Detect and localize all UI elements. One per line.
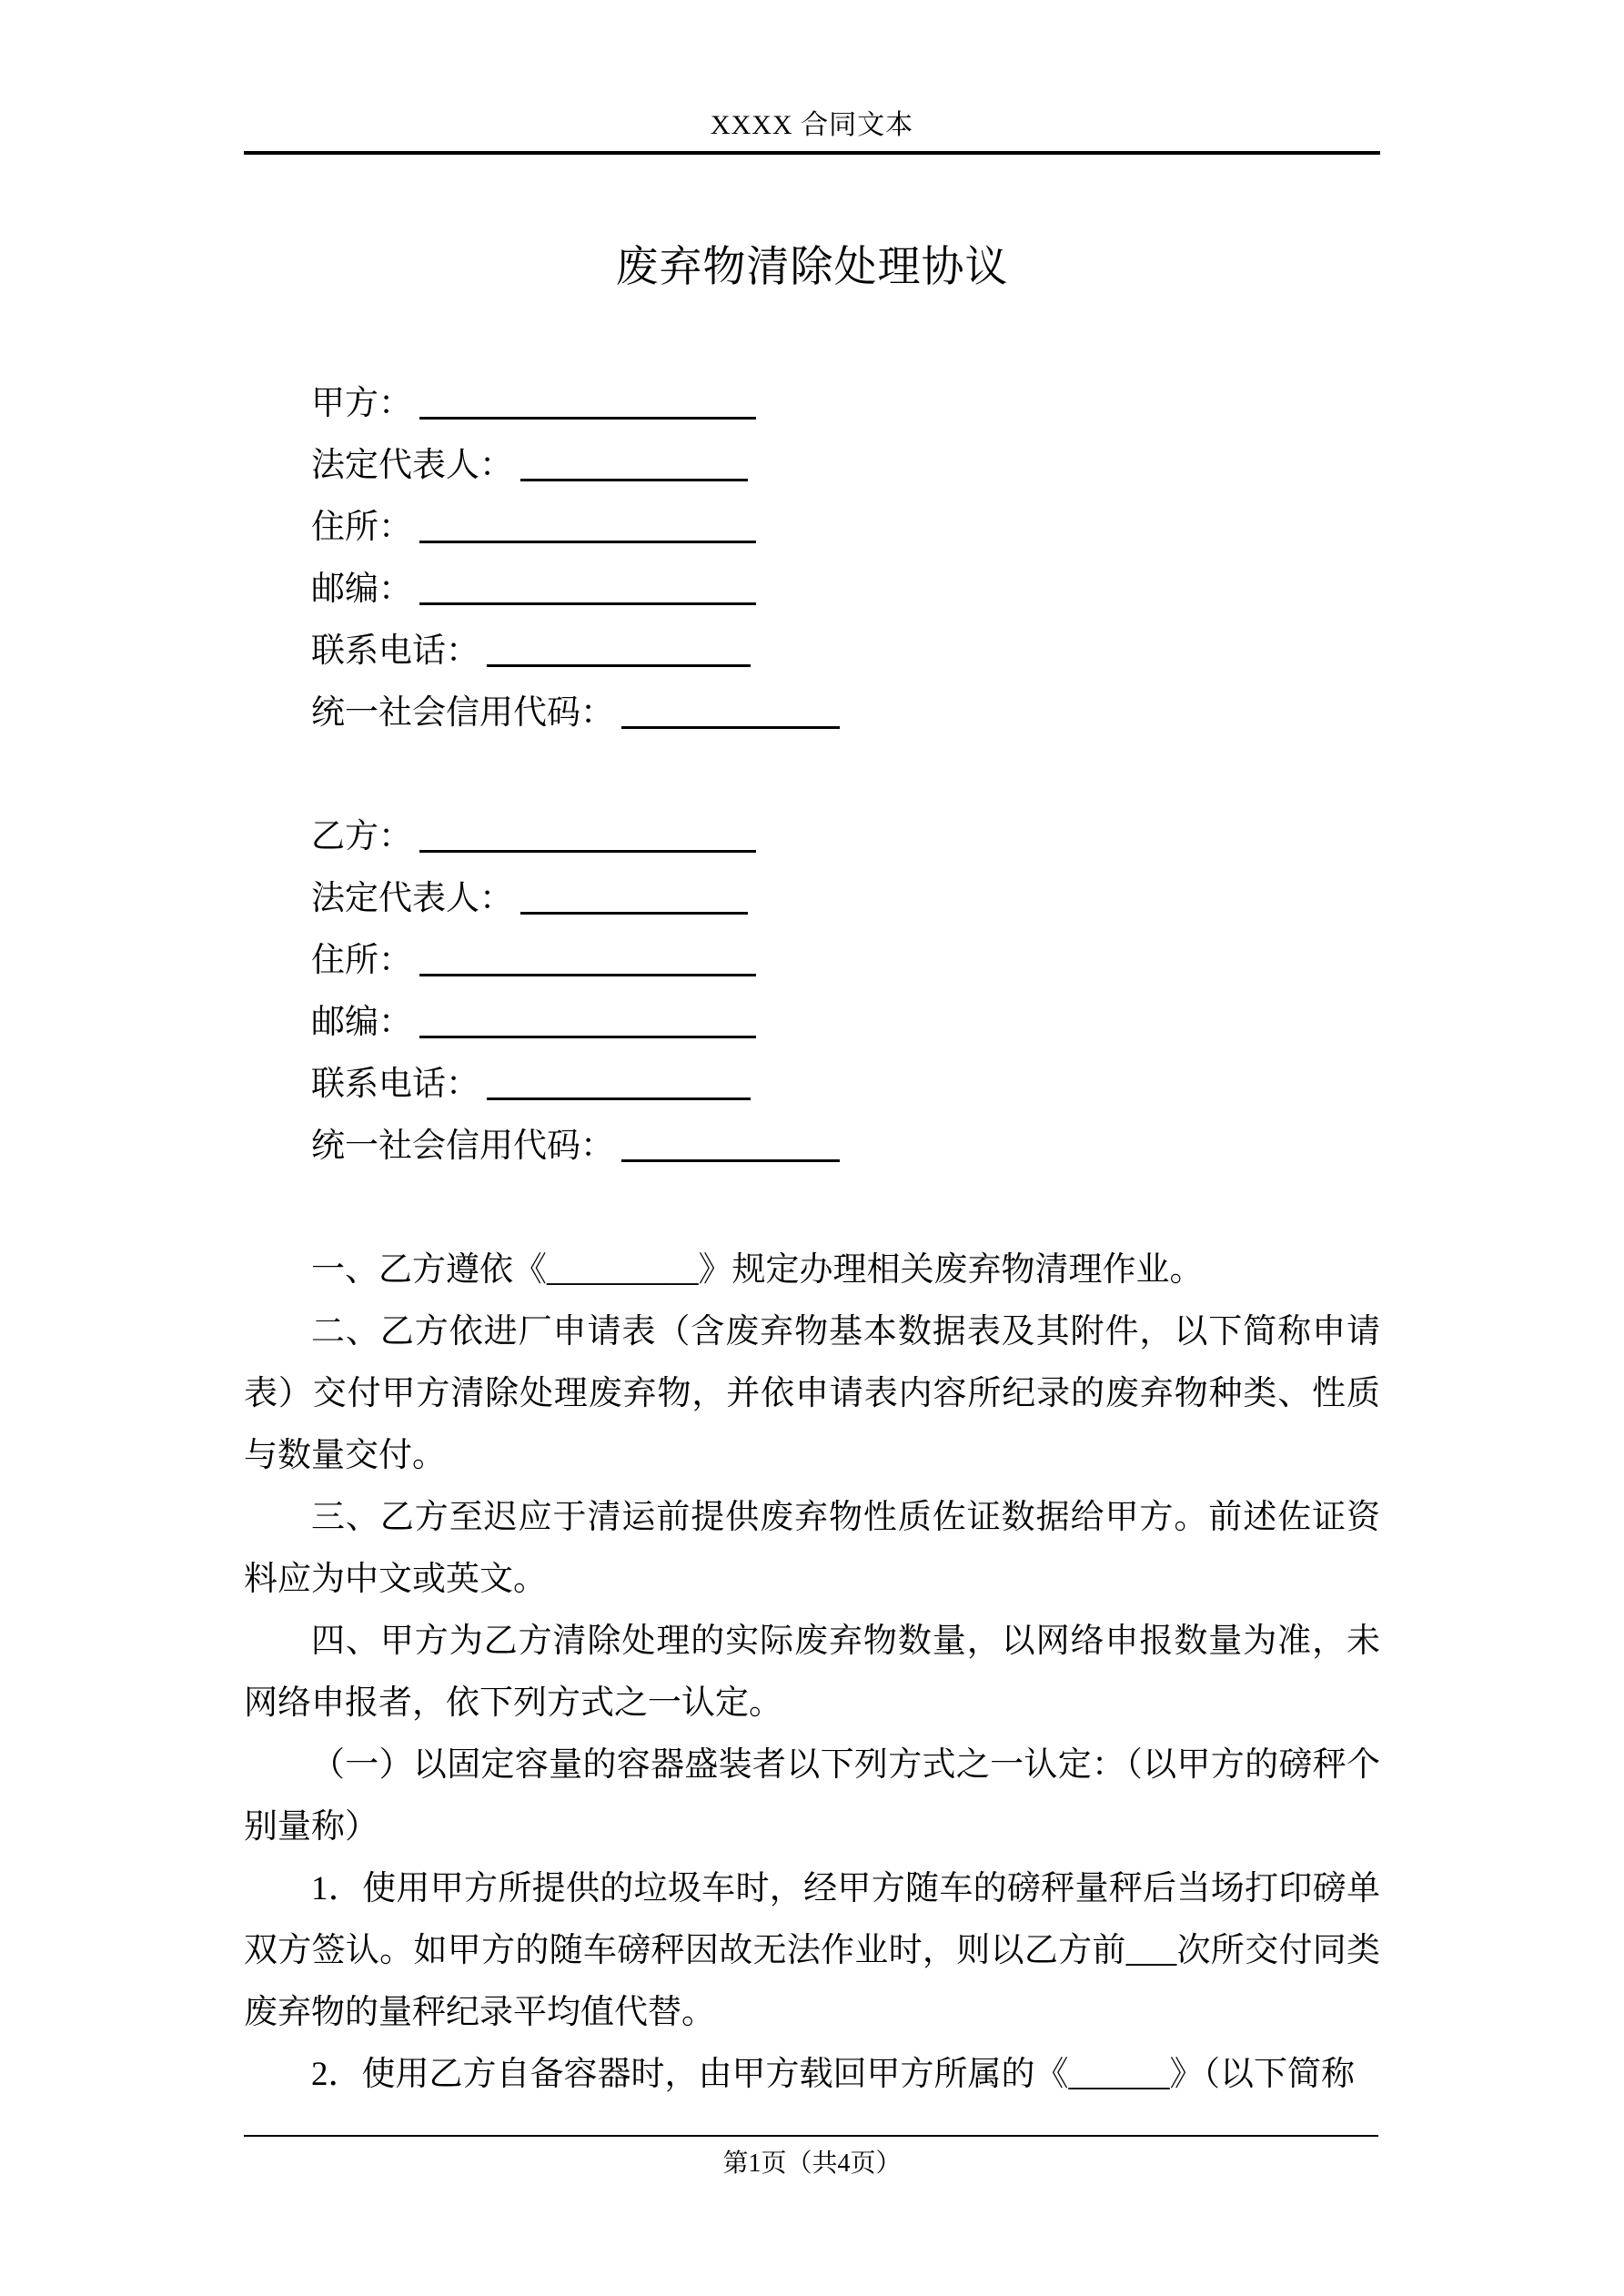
- contract-clauses-block: [244, 1239, 1380, 2106]
- field-blank-underline: [419, 1008, 756, 1038]
- party-a-info-block: [244, 373, 1380, 744]
- clause-paragraph: 一、乙方遵依《_________》规定办理相关废弃物清理作业。: [311, 1251, 1204, 1289]
- field-label: 住所：: [311, 942, 412, 979]
- field-blank-underline: [419, 389, 756, 420]
- form-field-row: [244, 559, 1380, 621]
- clause-paragraph: 三、乙方至迟应于清运前提供废弃物性质佐证数据给甲方。前述佐证资料应为中文或英文。: [244, 1499, 1380, 1598]
- form-field-row: [244, 930, 1380, 992]
- field-label: 统一社会信用代码：: [311, 1128, 614, 1165]
- field-blank-underline: [520, 451, 748, 481]
- field-label: 邮编：: [311, 1004, 412, 1041]
- clause-paragraph: 2．使用乙方自备容器时，由甲方载回甲方所属的《______》（以下简称: [311, 2056, 1355, 2093]
- field-blank-underline: [621, 699, 840, 729]
- form-field-row: [244, 806, 1380, 868]
- field-label: 法定代表人：: [311, 880, 513, 917]
- clause-paragraph: 二、乙方依进厂申请表（含废弃物基本数据表及其附件，以下简称申请表）交付甲方清除处理废弃物，并依申请表内容所纪录的废弃物种类、性质与数量交付。: [244, 1313, 1380, 1474]
- party-b-info-block: [244, 806, 1380, 1178]
- form-field-row: [244, 1054, 1380, 1116]
- field-blank-underline: [419, 513, 756, 543]
- form-field-row: [244, 373, 1380, 435]
- form-field-row: [244, 1116, 1380, 1178]
- field-blank-underline: [419, 946, 756, 976]
- field-blank-underline: [487, 1070, 751, 1100]
- form-field-row: [244, 683, 1380, 744]
- header-divider-line: [244, 151, 1380, 155]
- field-blank-underline: [487, 637, 751, 667]
- field-label: 邮编：: [311, 571, 412, 608]
- form-field-row: [244, 435, 1380, 497]
- form-field-row: [244, 992, 1380, 1054]
- field-label: 法定代表人：: [311, 447, 513, 484]
- field-blank-underline: [419, 823, 756, 853]
- form-field-row: [244, 621, 1380, 683]
- footer-divider-line: [244, 2135, 1378, 2137]
- field-blank-underline: [621, 1132, 840, 1162]
- field-label: 统一社会信用代码：: [311, 694, 614, 732]
- footer-page-number: 第1页（共4页）: [722, 2149, 902, 2178]
- page-title: 废弃物清除处理协议: [615, 244, 1009, 291]
- field-label: 联系电话：: [311, 1066, 479, 1103]
- form-field-row: [244, 868, 1380, 930]
- field-blank-underline: [419, 575, 756, 605]
- field-label: 住所：: [311, 509, 412, 546]
- document-header: [244, 0, 1380, 144]
- field-label: 乙方：: [311, 818, 412, 855]
- clause-paragraph: 四、甲方为乙方清除处理的实际废弃物数量，以网络申报数量为准，未网络申报者，依下列方式之一认定。: [244, 1623, 1380, 1722]
- field-label: 联系电话：: [311, 632, 479, 670]
- clause-paragraph: 1．使用甲方所提供的垃圾车时，经甲方随车的磅秤量秤后当场打印磅单双方签认。如甲方的随车磅秤因故无法作业时，则以乙方前___次所交付同类废弃物的量秤纪录平均值代替。: [244, 1870, 1380, 2031]
- form-field-row: [244, 497, 1380, 559]
- header-text: XXXX 合同文本: [710, 110, 914, 140]
- clause-paragraph: （一）以固定容量的容器盛装者以下列方式之一认定：（以甲方的磅秤个别量称）: [244, 1746, 1380, 1846]
- field-blank-underline: [520, 885, 748, 915]
- field-label: 甲方：: [311, 385, 412, 422]
